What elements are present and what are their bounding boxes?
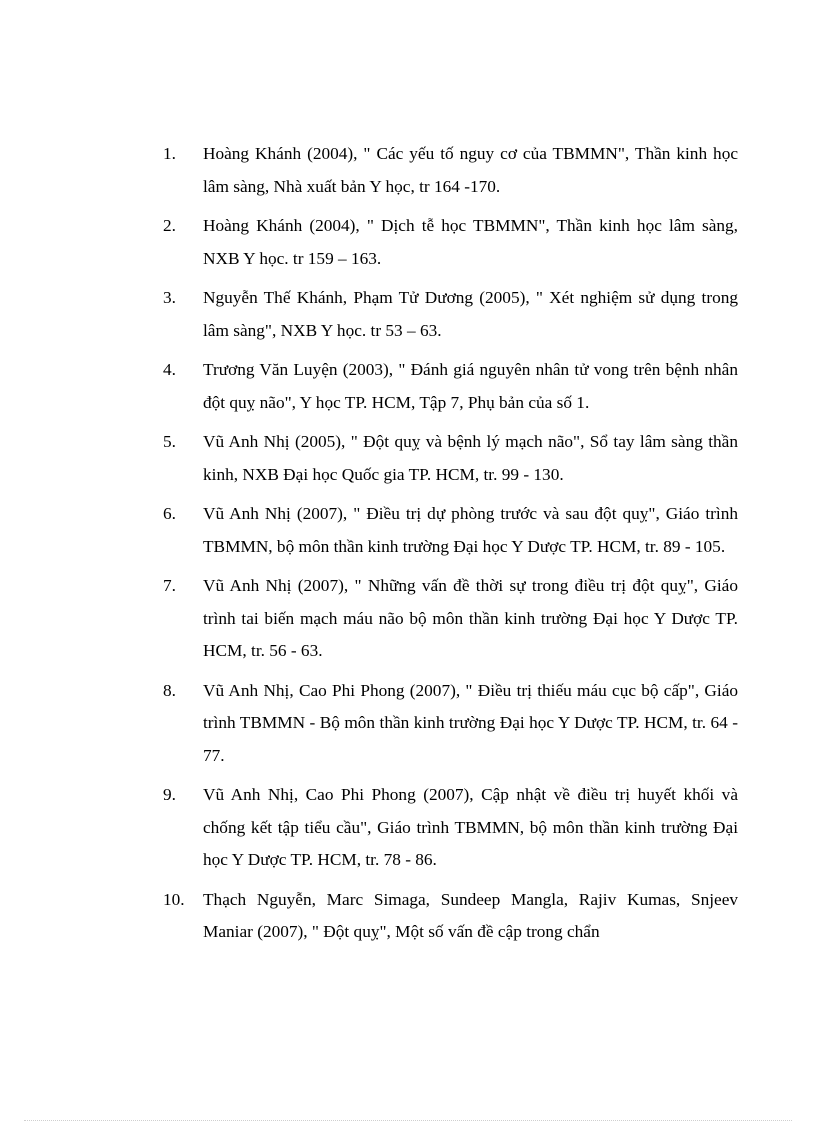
reference-number: 9. — [163, 785, 176, 804]
reference-text: Trương Văn Luyện (2003), " Đánh giá nguyên nhân tử vong trên bệnh nhân đột quỵ não", Y học TP. HCM, Tập 7, Phụ bản của số 1. — [203, 360, 738, 412]
reference-item — [163, 282, 738, 347]
reference-item — [163, 498, 738, 563]
reference-number: 1. — [163, 144, 176, 163]
reference-item — [163, 354, 738, 419]
reference-text: Nguyễn Thế Khánh, Phạm Tử Dương (2005), " Xét nghiệm sử dụng trong lâm sàng", NXB Y học. tr 53 – 63. — [203, 288, 738, 340]
reference-item — [163, 570, 738, 668]
reference-text: Vũ Anh Nhị, Cao Phi Phong (2007), " Điều trị thiếu máu cục bộ cấp", Giáo trình TBMMN - Bộ môn thần kinh trường Đại học Y Dược TP. HCM, tr. 64 - 77. — [203, 680, 738, 765]
reference-list — [163, 138, 738, 949]
reference-item — [163, 884, 738, 949]
reference-number: 8. — [163, 680, 176, 700]
reference-number: 3. — [163, 288, 176, 307]
reference-number: 2. — [163, 216, 176, 235]
reference-item — [163, 426, 738, 491]
reference-number: 5. — [163, 432, 176, 451]
reference-text: Vũ Anh Nhị (2005), " Đột quỵ và bệnh lý mạch não", Sổ tay lâm sàng thần kinh, NXB Đại học Quốc gia TP. HCM, tr. 99 - 130. — [203, 432, 738, 484]
reference-text: Vũ Anh Nhị, Cao Phi Phong (2007), Cập nhật về điều trị huyết khối và chống kết tập tiểu cầu", Giáo trình TBMMN, bộ môn thần kinh trường Đại học Y Dược TP. HCM, tr. 78 - 86. — [203, 785, 738, 869]
reference-item — [163, 779, 738, 877]
reference-number: 10. — [163, 889, 185, 909]
reference-text: Vũ Anh Nhị (2007), " Điều trị dự phòng trước và sau đột quỵ", Giáo trình TBMMN, bộ môn thần kinh trường Đại học Y Dược TP. HCM, tr. 89 - 105. — [203, 504, 738, 556]
reference-text: Vũ Anh Nhị (2007), " Những vấn đề thời sự trong điều trị đột quỵ", Giáo trình tai biến mạch máu não bộ môn thần kinh trường Đại học Y Dược TP. HCM, tr. 56 - 63. — [203, 576, 738, 660]
reference-text: Hoàng Khánh (2004), " Dịch tễ học TBMMN", Thần kinh học lâm sàng, NXB Y học. tr 159 – 163. — [203, 216, 738, 268]
reference-text: Thạch Nguyễn, Marc Simaga, Sundeep Mangla, Rajiv Kumas, Snjeev Maniar (2007), " Đột quỵ", Một số vấn đề cập trong chẩn — [203, 889, 738, 941]
reference-text: Hoàng Khánh (2004), " Các yếu tố nguy cơ của TBMMN", Thần kinh học lâm sàng, Nhà xuất bản Y học, tr 164 -170. — [203, 144, 738, 196]
reference-item — [163, 675, 738, 773]
page-bottom-edge — [24, 1120, 792, 1121]
reference-number: 6. — [163, 504, 176, 523]
reference-item — [163, 210, 738, 275]
reference-number: 7. — [163, 576, 176, 595]
reference-number: 4. — [163, 360, 176, 379]
reference-item — [163, 138, 738, 203]
